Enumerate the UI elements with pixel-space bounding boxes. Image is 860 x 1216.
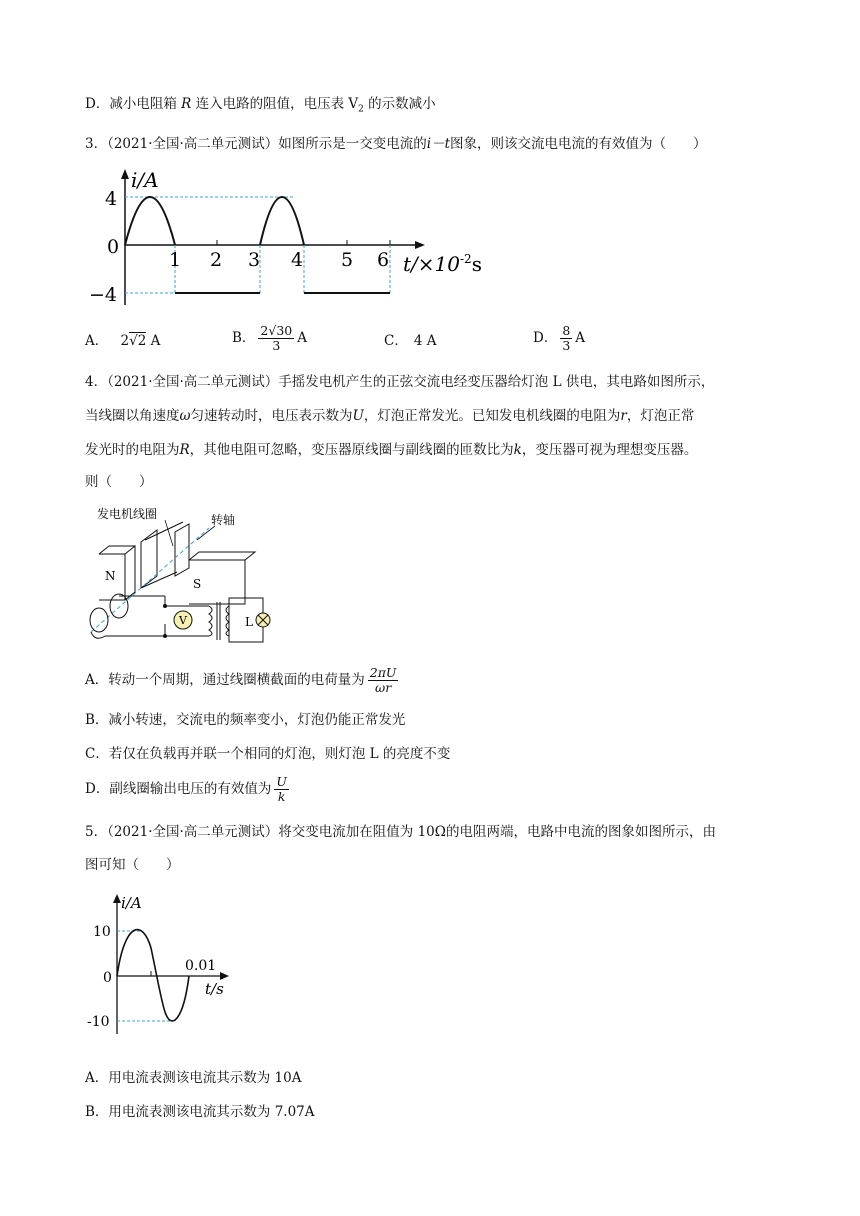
q5-y-tick-neg10: -10 (87, 1014, 110, 1030)
q3-y-label: i/A (131, 168, 159, 192)
q4-n-label: N (105, 569, 116, 583)
q3-option-a: A． 2√2 A (85, 333, 161, 349)
q4-option-a: A．转动一个周期，通过线圈横截面的电荷量为 $\frac{2\pi U}{\omega r}$ (85, 665, 397, 695)
q3-x-tick-1: 1 (169, 249, 182, 271)
q5-x-tick-001: 0.01 (185, 958, 217, 974)
q3-option-b: B． $\frac{2√30}{3}$ A (232, 323, 307, 353)
q3-option-d: D． $\frac{8}{3}$ A (533, 323, 586, 353)
q4-stem-line2: 当线圈以角速度ω匀速转动时，电压表示数为U，灯泡正常发光。已知发电机线圈的电阻为r，灯泡正常 (85, 408, 695, 424)
q4-voltmeter-label: V (179, 614, 187, 627)
q4-option-d: D．副线圈输出电压的有效值为 $\frac{U}{k}$ (85, 774, 287, 804)
q4-coil-label: 发电机线圈 (97, 507, 158, 521)
q4-generator-diagram (85, 502, 285, 650)
q5-y-tick-0: 0 (103, 970, 112, 986)
q3-x-tick-5: 5 (341, 249, 354, 271)
q5-stem-line2: 图可知（ ） (85, 857, 180, 873)
q3-x-tick-3: 3 (248, 249, 261, 271)
q5-y-label: i/A (121, 894, 142, 912)
q3-stem: 3．（2021·全国·高二单元测试）如图所示是一交变电流的i－t图象，则该交流电电流的有效值为（ ） (85, 136, 707, 152)
q5-option-b: B．用电流表测该电流其示数为 7.07A (85, 1104, 315, 1120)
q5-option-a: A．用电流表测该电流其示数为 10A (85, 1070, 302, 1086)
q3-x-label: $t/\times 10^{-2}s$ (403, 252, 482, 276)
q5-x-label: t/s (205, 980, 224, 998)
q4-stem-line1: 4．（2021·全国·高二单元测试）手摇发电机产生的正弦交流电经变压器给灯泡 L 供电，其电路如图所示， (85, 374, 715, 390)
q3-y-tick-0: 0 (107, 236, 120, 258)
q3-option-c: C． 4 A (384, 333, 437, 349)
q4-option-c: C．若仅在负载再并联一个相同的灯泡，则灯泡 L 的亮度不变 (85, 746, 451, 762)
q3-x-tick-4: 4 (291, 249, 304, 271)
q5-current-graph (85, 890, 265, 1040)
q3-y-tick-neg4: −4 (89, 284, 118, 306)
q3-x-tick-6: 6 (377, 249, 390, 271)
q4-s-label: S (193, 577, 202, 591)
q4-stem-line3: 发光时的电阻为R，其他电阻可忽略，变压器原线圈与副线圈的匝数比为k，变压器可视为理想变压器。 (85, 442, 698, 458)
q4-stem-line4: 则（ ） (85, 474, 153, 490)
q5-y-tick-10: 10 (93, 924, 111, 940)
q4-axis-label: 转轴 (211, 513, 236, 527)
q3-y-tick-4: 4 (105, 188, 118, 210)
q2-option-d: D．减小电阻箱 R 连入电路的阻值，电压表 $V_2$ 的示数减小 (85, 96, 436, 115)
q3-current-graph (85, 165, 485, 315)
q4-lamp-label: L (245, 615, 253, 629)
q5-stem-line1: 5．（2021·全国·高二单元测试）将交变电流加在阻值为 10Ω的电阻两端，电路中电流的图象如图所示，由 (85, 824, 716, 840)
q3-x-tick-2: 2 (210, 249, 223, 271)
q4-option-b: B．减小转速，交流电的频率变小，灯泡仍能正常发光 (85, 712, 406, 728)
